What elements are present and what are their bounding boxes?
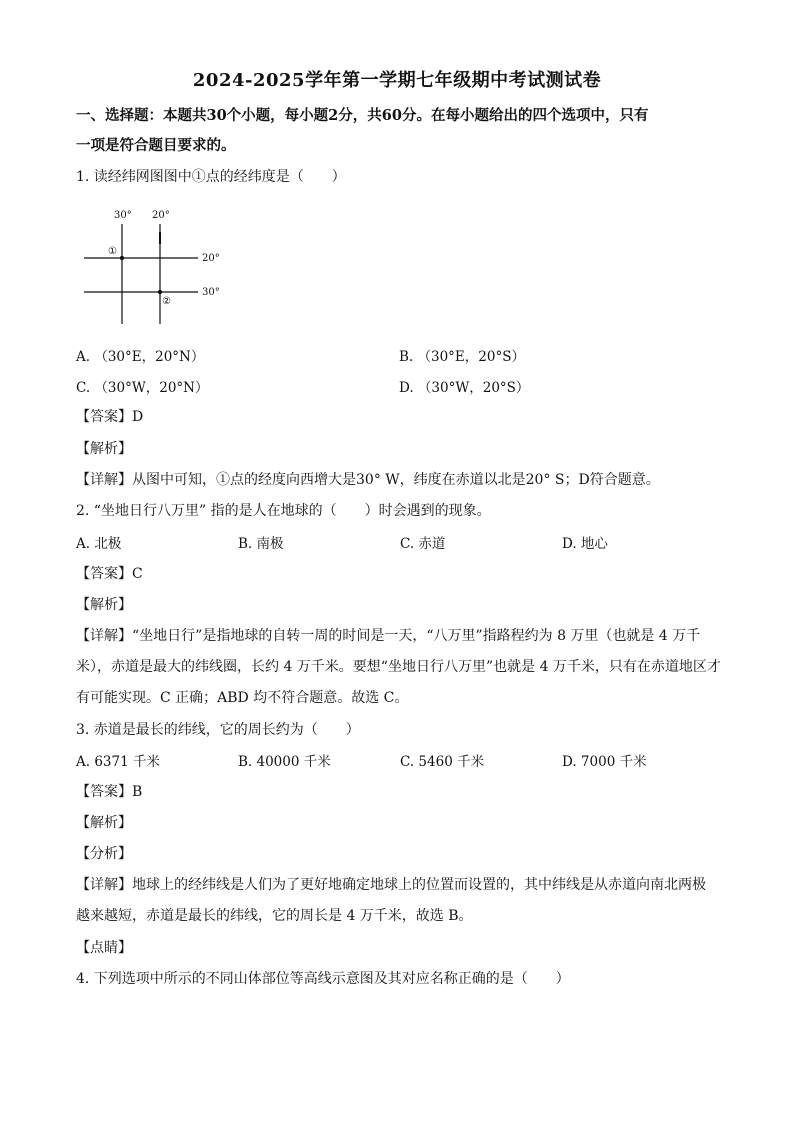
q1-option-a: A. （30°E，20°N） bbox=[76, 349, 205, 365]
section-heading-line2: 一项是符合题目要求的。 bbox=[76, 137, 236, 154]
q1-analysis: 【解析】 bbox=[76, 441, 132, 457]
q3-analysis-note: 【分析】 bbox=[76, 846, 132, 862]
q2-option-b: B. 南极 bbox=[238, 536, 284, 552]
lon-label-30: 30° bbox=[114, 210, 132, 221]
page-title: 2024-2025学年第一学期七年级期中考试测试卷 bbox=[192, 70, 602, 91]
q2-analysis: 【解析】 bbox=[76, 597, 132, 613]
q3-option-b: B. 40000 千米 bbox=[238, 754, 331, 770]
lat-lon-grid-figure bbox=[80, 204, 240, 328]
q2-option-d: D. 地心 bbox=[562, 536, 608, 552]
q1-option-b: B. （30°E，20°S） bbox=[399, 349, 525, 365]
q2-detail-line1: 【详解】“坐地日行”是指地球的自转一周的时间是一天，“八万里”指路程约为 8 万里（也就是 4 万千 bbox=[76, 628, 701, 644]
point-2-dot bbox=[158, 290, 162, 294]
q3-analysis: 【解析】 bbox=[76, 815, 132, 831]
section-heading-line1: 一、选择题：本题共30个小题，每小题2分，共60分。在每小题给出的四个选项中，只有 bbox=[76, 107, 649, 124]
q2-option-a: A. 北极 bbox=[76, 536, 122, 552]
q3-option-a: A. 6371 千米 bbox=[76, 754, 160, 770]
q1-option-c: C. （30°W，20°N） bbox=[76, 380, 209, 396]
lat-label-20: 20° bbox=[202, 253, 220, 264]
point-1-dot bbox=[120, 256, 124, 260]
q1-detail: 【详解】从图中可知，①点的经度向西增大是30° W，纬度在赤道以北是20° S；D符合题意。 bbox=[76, 472, 660, 488]
point-2-label: ② bbox=[162, 296, 171, 307]
lon-label-20: 20° bbox=[152, 210, 170, 221]
q2-detail-line3: 有可能实现。C 正确；ABD 均不符合题意。故选 C。 bbox=[76, 690, 409, 706]
lat-label-30: 30° bbox=[202, 287, 220, 298]
q1-option-d: D. （30°W，20°S） bbox=[399, 380, 530, 396]
q2-detail-line2: 米），赤道是最大的纬线圈，长约 4 万千米。要想“坐地日行八万里”也就是 4 万千米，只有在赤道地区才 bbox=[76, 659, 721, 675]
q3-option-d: D. 7000 千米 bbox=[562, 754, 647, 770]
q1-answer: 【答案】D bbox=[76, 409, 144, 425]
q3-detail-line2: 越来越短，赤道是最长的纬线，它的周长是 4 万千米，故选 B。 bbox=[76, 908, 473, 924]
q2-answer: 【答案】C bbox=[76, 566, 143, 582]
q2-option-c: C. 赤道 bbox=[400, 536, 446, 552]
q1-stem: 1. 读经纬网图图中①点的经纬度是（ ） bbox=[76, 169, 346, 185]
q3-stem: 3. 赤道是最长的纬线，它的周长约为（ ） bbox=[76, 722, 360, 738]
q3-detail-line1: 【详解】地球上的经纬线是人们为了更好地确定地球上的位置而设置的，其中纬线是从赤道向南北两极 bbox=[76, 877, 706, 893]
q3-answer: 【答案】B bbox=[76, 784, 143, 800]
q2-stem: 2. “坐地日行八万里” 指的是人在地球的（ ）时会遇到的现象。 bbox=[76, 503, 491, 519]
q3-comment: 【点睛】 bbox=[76, 940, 132, 956]
point-1-label: ① bbox=[108, 246, 117, 257]
q3-option-c: C. 5460 千米 bbox=[400, 754, 485, 770]
q4-stem: 4. 下列选项中所示的不同山体部位等高线示意图及其对应名称正确的是（ ） bbox=[76, 971, 570, 987]
